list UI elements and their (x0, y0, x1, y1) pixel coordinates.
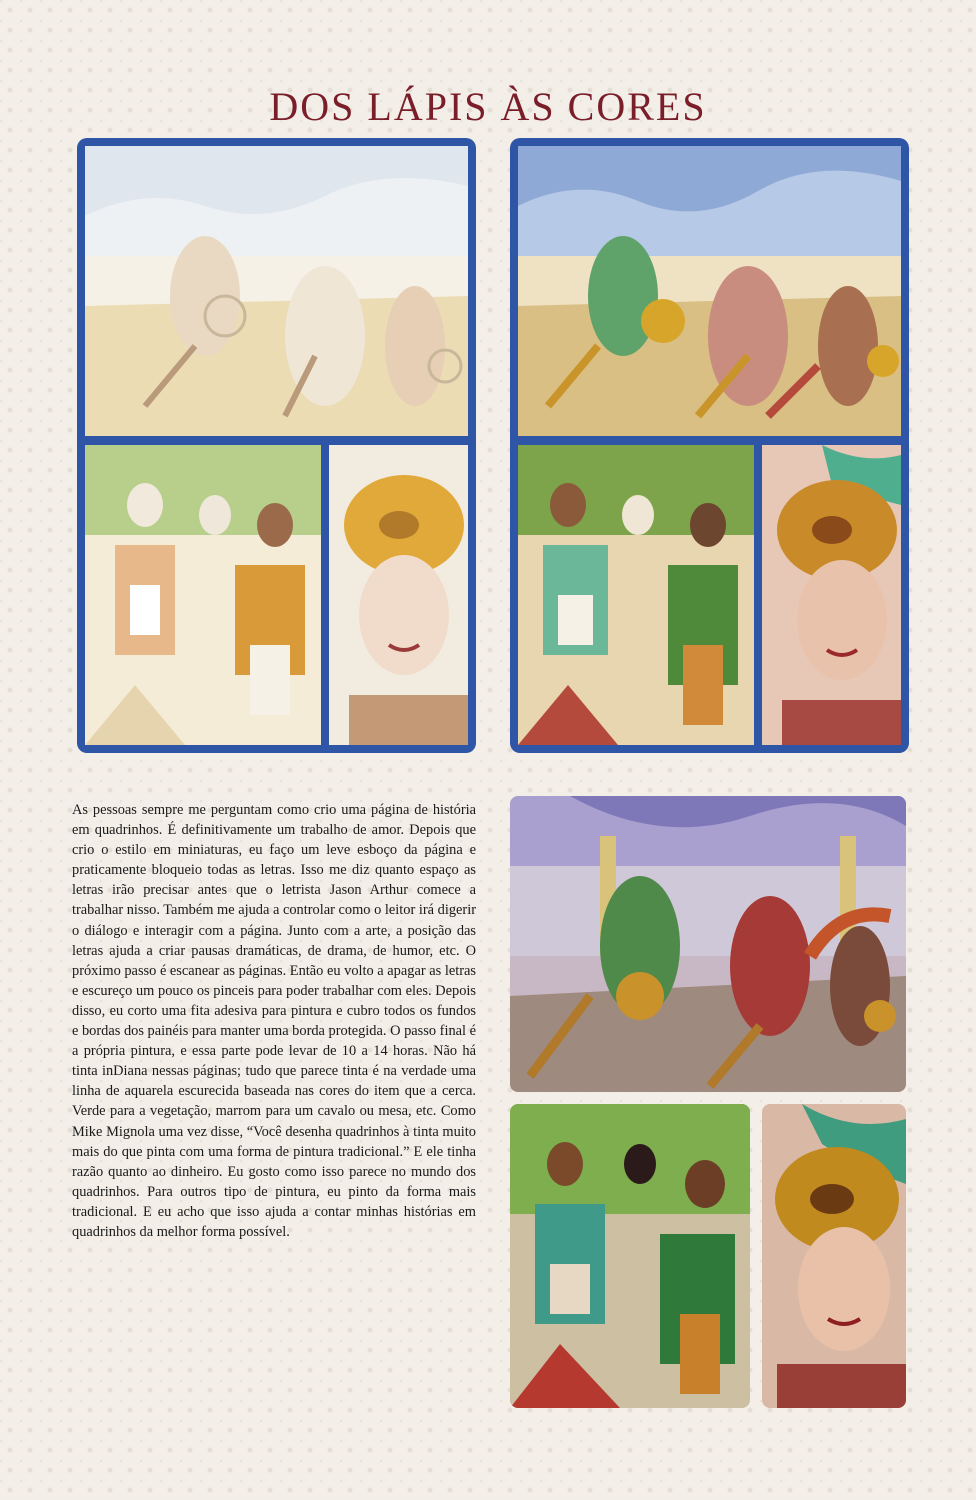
color-stage-page (510, 138, 909, 753)
arena-fight-panel-sketch (85, 146, 468, 436)
warriors-panel-final (510, 1104, 750, 1408)
pencil-stage-page (77, 138, 476, 753)
article-body: As pessoas sempre me perguntam como crio uma página de história em quadrinhos. É definitivamente um trabalho de amor. Depois que crio o estilo em miniaturas, eu faço um leve esboço da página e praticamente bloqueio todas as letras. Isso me diz quanto espaço as letras irão precisar antes que o letrista Jason Arthur comece a trabalhar nisso. Também me ajuda a controlar como o leitor irá digerir o diálogo e interagir com a página. Junto com a arte, a posição das letras ajuda a criar pausas dramáticas, de drama, de humor, etc. O próximo passo é escanear as páginas. Então eu volto a apagar as letras e escureço um pouco os pinceis para poder trabalhar com eles. Depois disso, eu corto uma fita adesiva para pintura e cubro todos os fundos e bordas dos painéis para manter uma borda protegida. O passo final é a própria pintura, e essa parte pode levar de 10 a 14 horas. Não há tinta inDiana nessas páginas; tudo que parece tinta é na verdade uma linha de aquarela escurecida baseada nas cores do item que a cerca. Verde para a vegetação, marrom para um cavalo ou mesa, etc. Como Mike Mignola uma vez disse, “Você desenha quadrinhos à tinta muito mais do que pinta com uma forma de pintura tradicional.” E ele tinha razão quanto ao dinheiro. Eu gosto como isso parece no mundo dos quadrinhos. Para outros tipo de pintura, eu pinto da forma mais tradicional. E eu acho que isso ajuda a contar minhas histórias em quadrinhos da melhor forma possível. (72, 802, 477, 1240)
arena-fight-panel-color (518, 146, 901, 436)
warriors-panel-color (518, 445, 754, 745)
helmet-panel-final (762, 1104, 906, 1408)
helmet-panel-color (762, 445, 901, 745)
page-title: DOS LÁPIS ÀS CORES (269, 83, 707, 129)
arena-fight-panel-final (510, 796, 906, 1092)
warriors-panel-sketch (85, 445, 321, 745)
final-stage-page (510, 796, 906, 1408)
helmet-panel-sketch (329, 445, 468, 745)
